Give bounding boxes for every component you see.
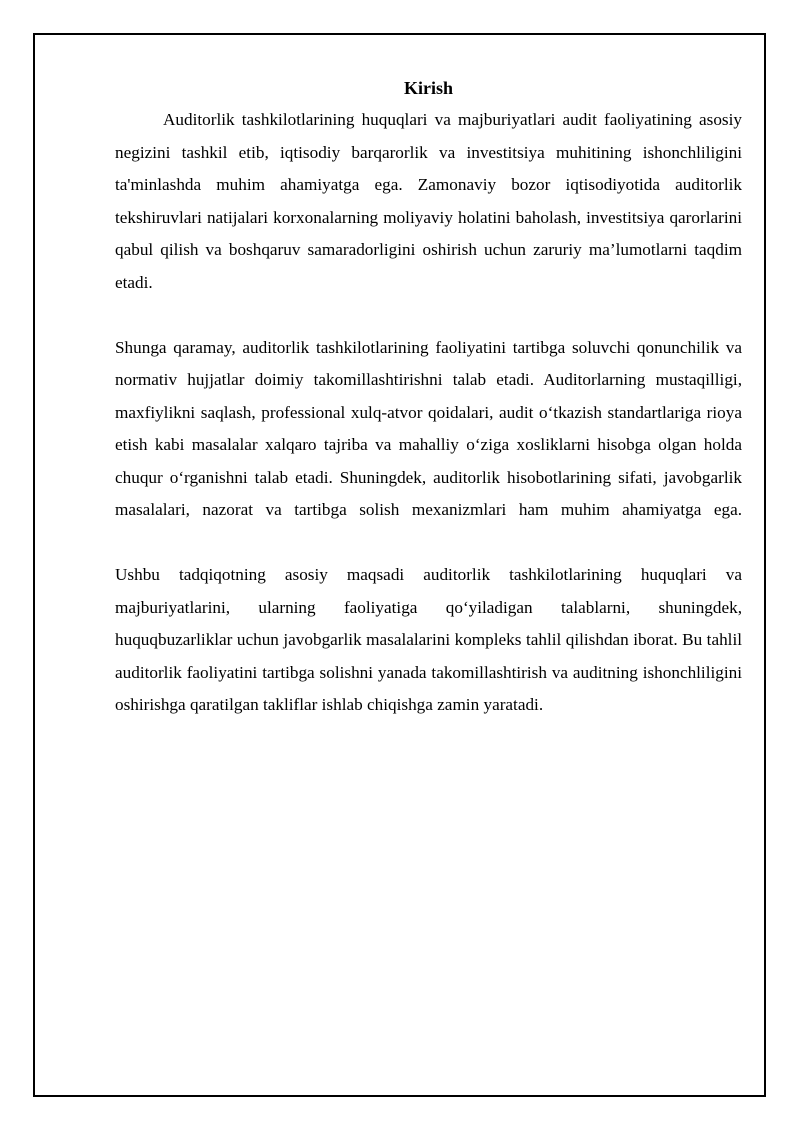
paragraph-1: Auditorlik tashkilotlarining huquqlari va majburiyatlari audit faoliyatining asosiy negizini tashkil etib, iqtisodiy barqarorlik va investitsiya muhitining ishonchliligini ta'minlashda muhim ahamiyatga ega. Zamonaviy bozor iqtisodiyotida auditorlik tekshiruvlari natijalari korxonalarning moliyaviy holatini baholash, investitsiya qarorlarini qabul qilish va boshqaruv samaradorligini oshirish uchun zaruriy ma’lumotlarni taqdim etadi. [115, 110, 742, 292]
paragraph-gap [115, 527, 742, 560]
document-title: Kirish [403, 78, 453, 98]
paragraph-gap [115, 299, 742, 332]
paragraph-2: Shunga qaramay, auditorlik tashkilotlarining faoliyatini tartibga soluvchi qonunchilik va normativ hujjatlar doimiy takomillashtirishni talab etadi. Auditorlarning mustaqilligi, maxfiylikni saqlash, professional xulq-atvor qoidalari, audit o‘tkazish standartlariga rioya etish kabi masalalar xalqaro tajriba va mahalliy o‘ziga xosliklarni hisobga olgan holda chuqur o‘rganishni talab etadi. Shuningdek, auditorlik hisobotlarining sifati, javobgarlik masalalari, nazorat va tartibga solish mexanizmlari ham muhim ahamiyatga ega. [115, 337, 742, 519]
paragraph-3: Ushbu tadqiqotning asosiy maqsadi auditorlik tashkilotlarining huquqlari va majburiyatlarini, ularning faoliyatiga qo‘yiladigan talablarni, shuningdek, huquqbuzarliklar uchun javobgarlik masalalarini kompleks tahlil qilishdan iborat. Bu tahlil auditorlik faoliyatini tartibga solishni yanada takomillashtirish va auditning ishonchliligini oshirishga qaratilgan takliflar ishlab chiqishga zamin yaratadi. [115, 565, 742, 714]
document-body [115, 74, 742, 722]
